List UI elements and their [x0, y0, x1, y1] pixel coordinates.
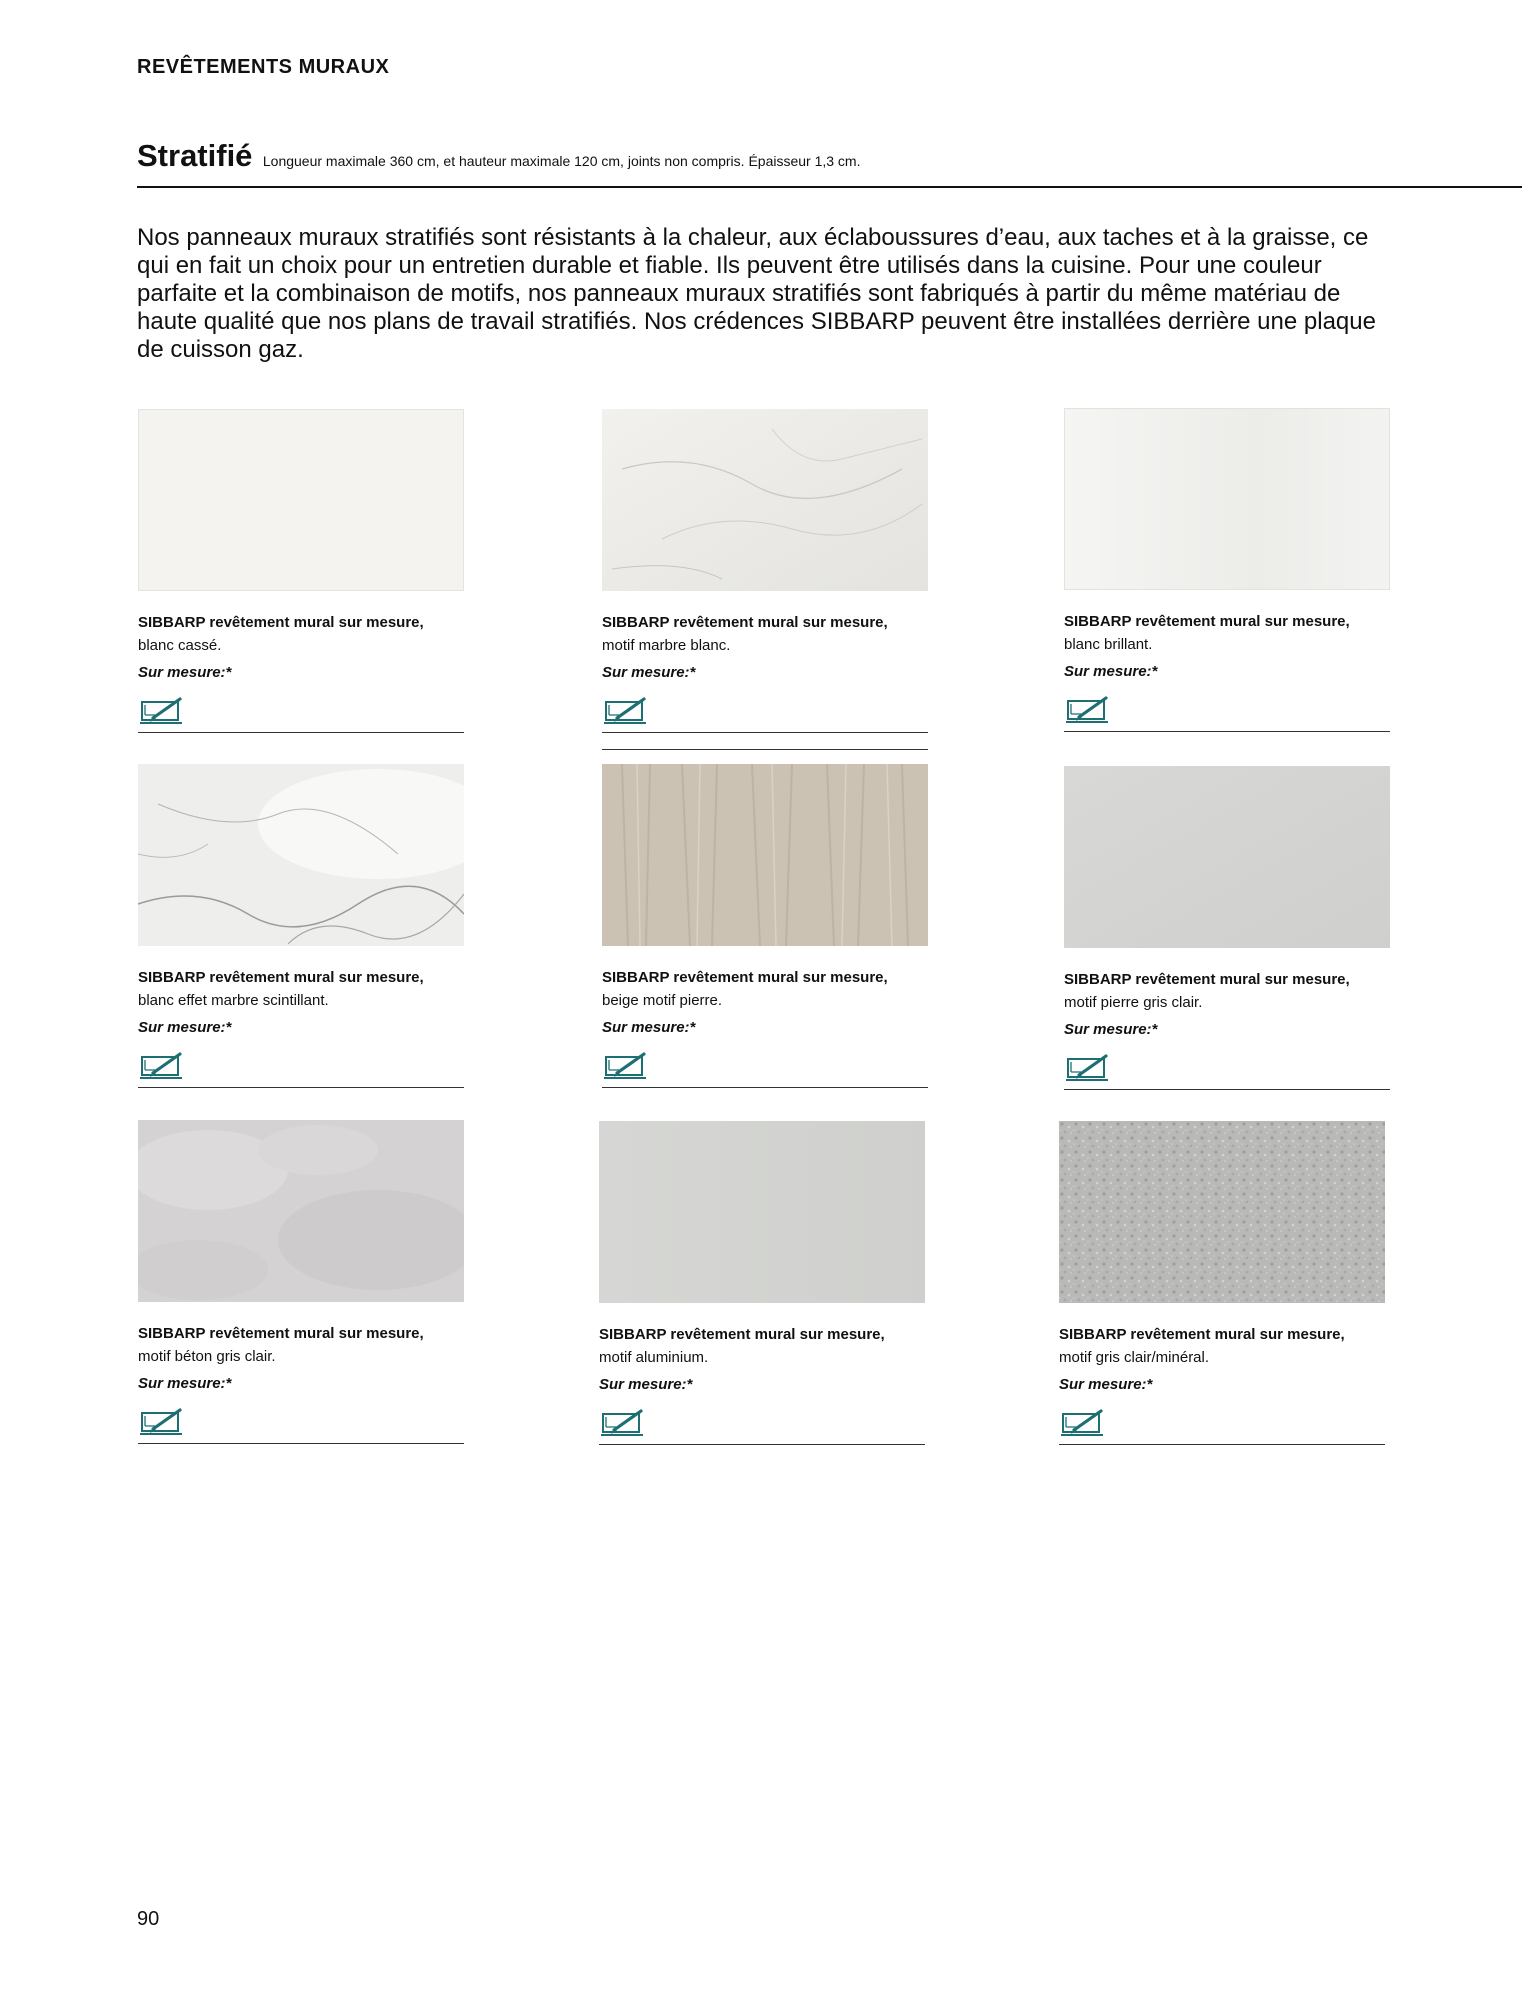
- edit-measure-icon[interactable]: [140, 1051, 184, 1079]
- page-subtitle: Longueur maximale 360 cm, et hauteur maximale 120 cm, joints non compris. Épaisseur 1,3 cm.: [262, 153, 861, 169]
- edit-measure-icon[interactable]: [601, 1408, 645, 1436]
- product-card-beige-pierre[interactable]: [602, 764, 928, 1088]
- product-desc: blanc effet marbre scintillant.: [138, 992, 329, 1009]
- swatch-pierre-gris-clair: [1064, 766, 1390, 948]
- product-desc: beige motif pierre.: [602, 992, 723, 1009]
- page-number: 90: [137, 1908, 160, 1930]
- product-card-marbre-blanc[interactable]: [602, 409, 928, 733]
- product-card-gris-clair-mineral[interactable]: [1059, 1121, 1385, 1445]
- page-title: Stratifié: [137, 138, 253, 173]
- product-name: SIBBARP revêtement mural sur mesure,: [1064, 971, 1350, 988]
- product-name: SIBBARP revêtement mural sur mesure,: [602, 614, 888, 631]
- product-card-blanc-brillant[interactable]: [1064, 408, 1390, 732]
- icon-row: [138, 1047, 464, 1088]
- icon-row: [1064, 691, 1390, 732]
- divider: [602, 749, 928, 750]
- product-desc: motif marbre blanc.: [602, 637, 731, 654]
- edit-measure-icon[interactable]: [140, 1407, 184, 1435]
- edit-measure-icon[interactable]: [1061, 1408, 1105, 1436]
- product-desc: blanc cassé.: [138, 637, 222, 654]
- product-measure: Sur mesure:*: [1059, 1376, 1153, 1393]
- icon-row: [138, 692, 464, 733]
- product-measure: Sur mesure:*: [1064, 1021, 1158, 1038]
- product-desc: motif gris clair/minéral.: [1059, 1349, 1210, 1366]
- product-card-aluminium[interactable]: [599, 1121, 925, 1445]
- edit-measure-icon[interactable]: [604, 696, 648, 724]
- section-header: [137, 138, 1522, 188]
- intro-paragraph: Nos panneaux muraux stratifiés sont résistants à la chaleur, aux éclaboussures d’eau, aux taches et à la graisse, ce qui en fait un choix pour un entretien durable et fiable. Ils peuvent être utilisés dans la cuisine. Pour une couleur parfaite et la combinaison de motifs, nos panneaux muraux stratifiés sont fabriqués à partir du même matériau de haute qualité que nos plans de travail stratifiés. Nos crédences SIBBARP peuvent être installées derrière une plaque de cuisson gaz.: [137, 224, 1376, 363]
- product-desc: motif aluminium.: [599, 1349, 709, 1366]
- edit-measure-icon[interactable]: [604, 1051, 648, 1079]
- swatch-beige-pierre: [602, 764, 928, 946]
- icon-row: [1064, 1049, 1390, 1090]
- product-measure: Sur mesure:*: [1064, 663, 1158, 680]
- product-name: SIBBARP revêtement mural sur mesure,: [1059, 1326, 1345, 1343]
- product-name: SIBBARP revêtement mural sur mesure,: [602, 969, 888, 986]
- product-measure: Sur mesure:*: [138, 1375, 232, 1392]
- product-measure: Sur mesure:*: [599, 1376, 693, 1393]
- icon-row: [599, 1404, 925, 1445]
- swatch-marbre-blanc: [602, 409, 928, 591]
- product-card-beton-gris-clair[interactable]: [138, 1120, 464, 1444]
- product-measure: Sur mesure:*: [138, 1019, 232, 1036]
- edit-measure-icon[interactable]: [1066, 1053, 1110, 1081]
- swatch-aluminium: [599, 1121, 925, 1303]
- section-label: REVÊTEMENTS MURAUX: [137, 56, 390, 78]
- product-name: SIBBARP revêtement mural sur mesure,: [599, 1326, 885, 1343]
- swatch-blanc-casse: [138, 409, 464, 591]
- product-desc: motif pierre gris clair.: [1064, 994, 1203, 1011]
- product-name: SIBBARP revêtement mural sur mesure,: [138, 969, 424, 986]
- swatch-blanc-brillant: [1064, 408, 1390, 590]
- product-measure: Sur mesure:*: [138, 664, 232, 681]
- swatch-marbre-scintillant: [138, 764, 464, 946]
- edit-measure-icon[interactable]: [140, 696, 184, 724]
- product-measure: Sur mesure:*: [602, 664, 696, 681]
- product-desc: blanc brillant.: [1064, 636, 1153, 653]
- edit-measure-icon[interactable]: [1066, 695, 1110, 723]
- product-desc: motif béton gris clair.: [138, 1348, 276, 1365]
- product-name: SIBBARP revêtement mural sur mesure,: [138, 1325, 424, 1342]
- product-card-pierre-gris-clair[interactable]: [1064, 766, 1390, 1090]
- swatch-beton-gris-clair: [138, 1120, 464, 1302]
- product-name: SIBBARP revêtement mural sur mesure,: [138, 614, 424, 631]
- icon-row: [602, 692, 928, 733]
- icon-row: [138, 1403, 464, 1444]
- icon-row: [602, 1047, 928, 1088]
- product-card-blanc-casse[interactable]: [138, 409, 464, 733]
- icon-row: [1059, 1404, 1385, 1445]
- product-measure: Sur mesure:*: [602, 1019, 696, 1036]
- swatch-gris-clair-mineral: [1059, 1121, 1385, 1303]
- product-name: SIBBARP revêtement mural sur mesure,: [1064, 613, 1350, 630]
- product-card-marbre-scintillant[interactable]: [138, 764, 464, 1088]
